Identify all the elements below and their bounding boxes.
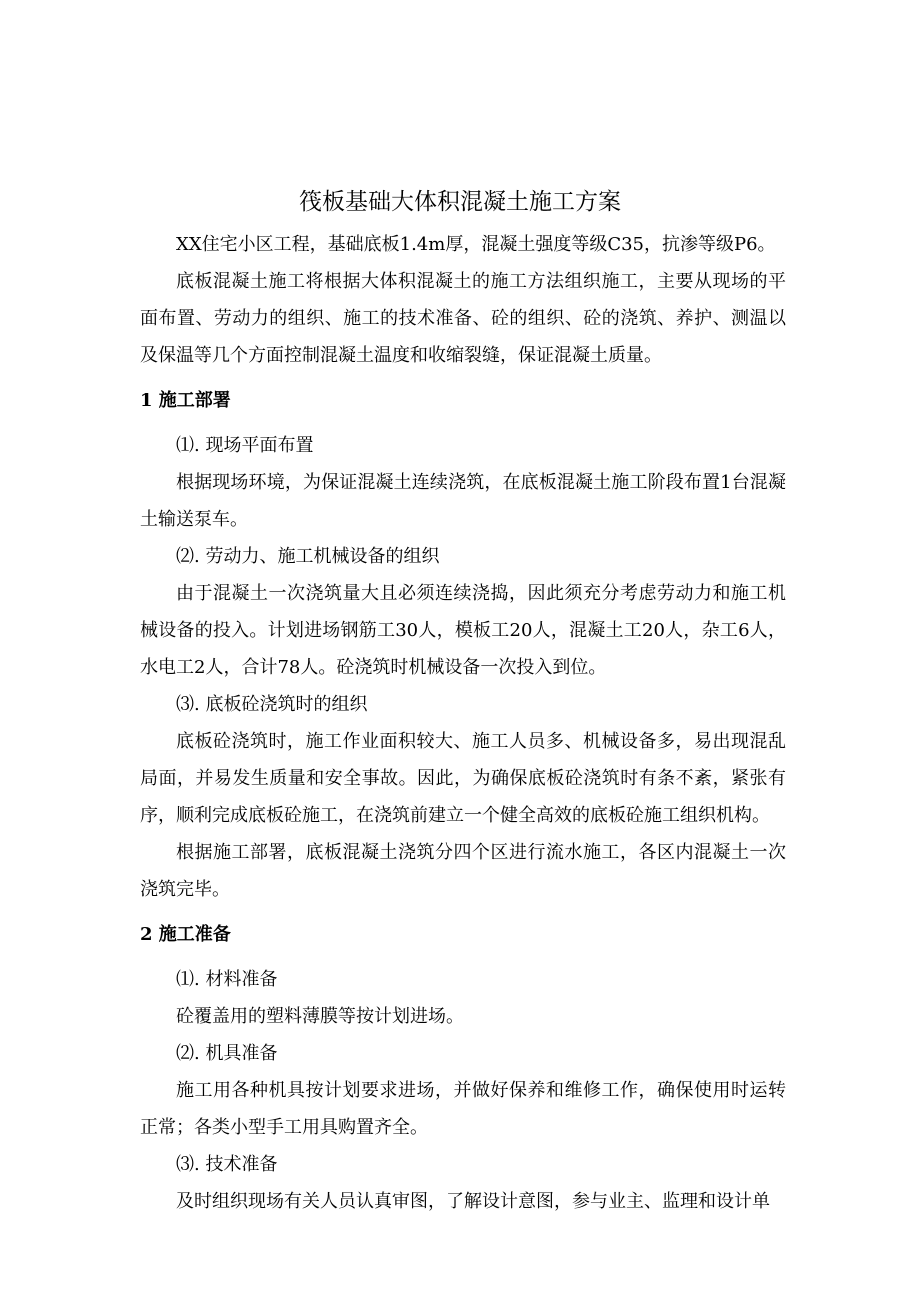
body-paragraph: 根据施工部署，底板混凝土浇筑分四个区进行流水施工，各区内混凝土一次浇筑完毕。 xyxy=(140,842,786,900)
subsection-heading: ⑵. 劳动力、施工机械设备的组织 xyxy=(176,546,440,567)
body-paragraph: 根据现场环境，为保证混凝土连续浇筑，在底板混凝土施工阶段布置1台混凝土输送泵车。 xyxy=(140,472,786,530)
body-paragraph: 砼覆盖用的塑料薄膜等按计划进场。 xyxy=(176,1006,464,1027)
document-title: 筏板基础大体积混凝土施工方案 xyxy=(299,189,621,215)
body-paragraph: 施工用各种机具按计划要求进场，并做好保养和维修工作，确保使用时运转正常；各类小型手工用具购置齐全。 xyxy=(140,1080,786,1138)
intro-paragraph: XX住宅小区工程，基础底板1.4m厚，混凝土强度等级C35，抗渗等级P6。 xyxy=(176,234,776,255)
subsection-heading: ⑴. 材料准备 xyxy=(176,969,278,990)
body-paragraph: 及时组织现场有关人员认真审图，了解设计意图，参与业主、监理和设计单 xyxy=(176,1191,770,1212)
body-paragraph: 由于混凝土一次浇筑量大且必须连续浇捣，因此须充分考虑劳动力和施工机械设备的投入。计划进场钢筋工30人，模板工20人，混凝土工20人，杂工6人，水电工2人，合计78人。砼浇筑时机械设备一次投入到位。 xyxy=(140,583,786,678)
subsection-heading: ⑴. 现场平面布置 xyxy=(176,435,314,456)
subsection-heading: ⑵. 机具准备 xyxy=(176,1043,278,1064)
intro-paragraph: 底板混凝土施工将根据大体积混凝土的施工方法组织施工，主要从现场的平面布置、劳动力的组织、施工的技术准备、砼的组织、砼的浇筑、养护、测温以及保温等几个方面控制混凝土温度和收缩裂缝，保证混凝土质量。 xyxy=(140,271,786,366)
section-heading: 2 施工准备 xyxy=(140,924,231,945)
body-paragraph: 底板砼浇筑时，施工作业面积较大、施工人员多、机械设备多，易出现混乱局面，并易发生质量和安全事故。因此，为确保底板砼浇筑时有条不紊，紧张有序，顺利完成底板砼施工，在浇筑前建立一个健全高效的底板砼施工组织机构。 xyxy=(140,731,786,826)
document-body xyxy=(140,226,786,1220)
subsection-heading: ⑶. 底板砼浇筑时的组织 xyxy=(176,694,368,715)
section-heading: 1 施工部署 xyxy=(140,390,231,411)
subsection-heading: ⑶. 技术准备 xyxy=(176,1154,278,1175)
